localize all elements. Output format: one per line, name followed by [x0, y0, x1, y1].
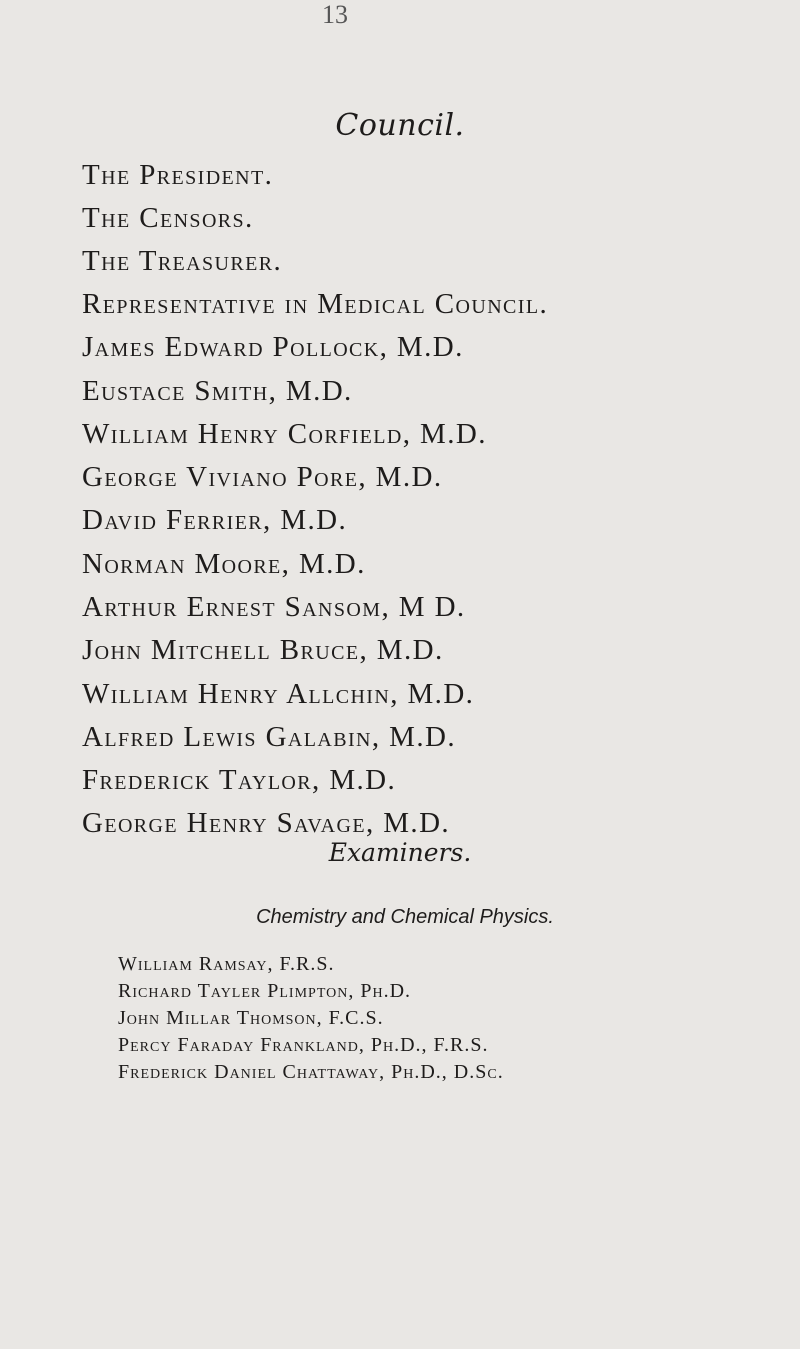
- council-member: William Henry Allchin, M.D.: [82, 678, 475, 710]
- page-number: 13: [322, 0, 348, 29]
- council-member: George Henry Savage, M.D.: [82, 807, 451, 839]
- examiner: Frederick Daniel Chattaway, Ph.D., D.Sc.: [118, 1061, 504, 1083]
- council-member: James Edward Pollock, M.D.: [82, 331, 464, 363]
- council-member: Norman Moore, M.D.: [82, 548, 366, 580]
- council-heading: Council.: [335, 108, 465, 143]
- examiner: Richard Tayler Plimpton, Ph.D.: [118, 980, 412, 1002]
- examiners-subject: Chemistry and Chemical Physics.: [256, 906, 554, 928]
- council-member: William Henry Corfield, M.D.: [82, 418, 487, 450]
- council-member: Frederick Taylor, M.D.: [82, 764, 397, 796]
- council-member: John Mitchell Bruce, M.D.: [82, 634, 444, 666]
- council-member: The President.: [82, 159, 274, 191]
- examiner: William Ramsay, F.R.S.: [118, 953, 335, 975]
- examiner: Percy Faraday Frankland, Ph.D., F.R.S.: [118, 1034, 489, 1056]
- council-member: George Viviano Pore, M.D.: [82, 461, 443, 493]
- examiner: John Millar Thomson, F.C.S.: [118, 1007, 384, 1029]
- council-member: The Treasurer.: [82, 245, 283, 277]
- examiners-heading: Examiners.: [328, 838, 472, 867]
- council-member: Alfred Lewis Galabin, M.D.: [82, 721, 456, 753]
- council-member: The Censors.: [82, 202, 254, 234]
- council-member: Arthur Ernest Sansom, M D.: [82, 591, 466, 623]
- council-member: David Ferrier, M.D.: [82, 504, 348, 536]
- council-member: Eustace Smith, M.D.: [82, 375, 353, 407]
- council-member: Representative in Medical Council.: [82, 288, 549, 320]
